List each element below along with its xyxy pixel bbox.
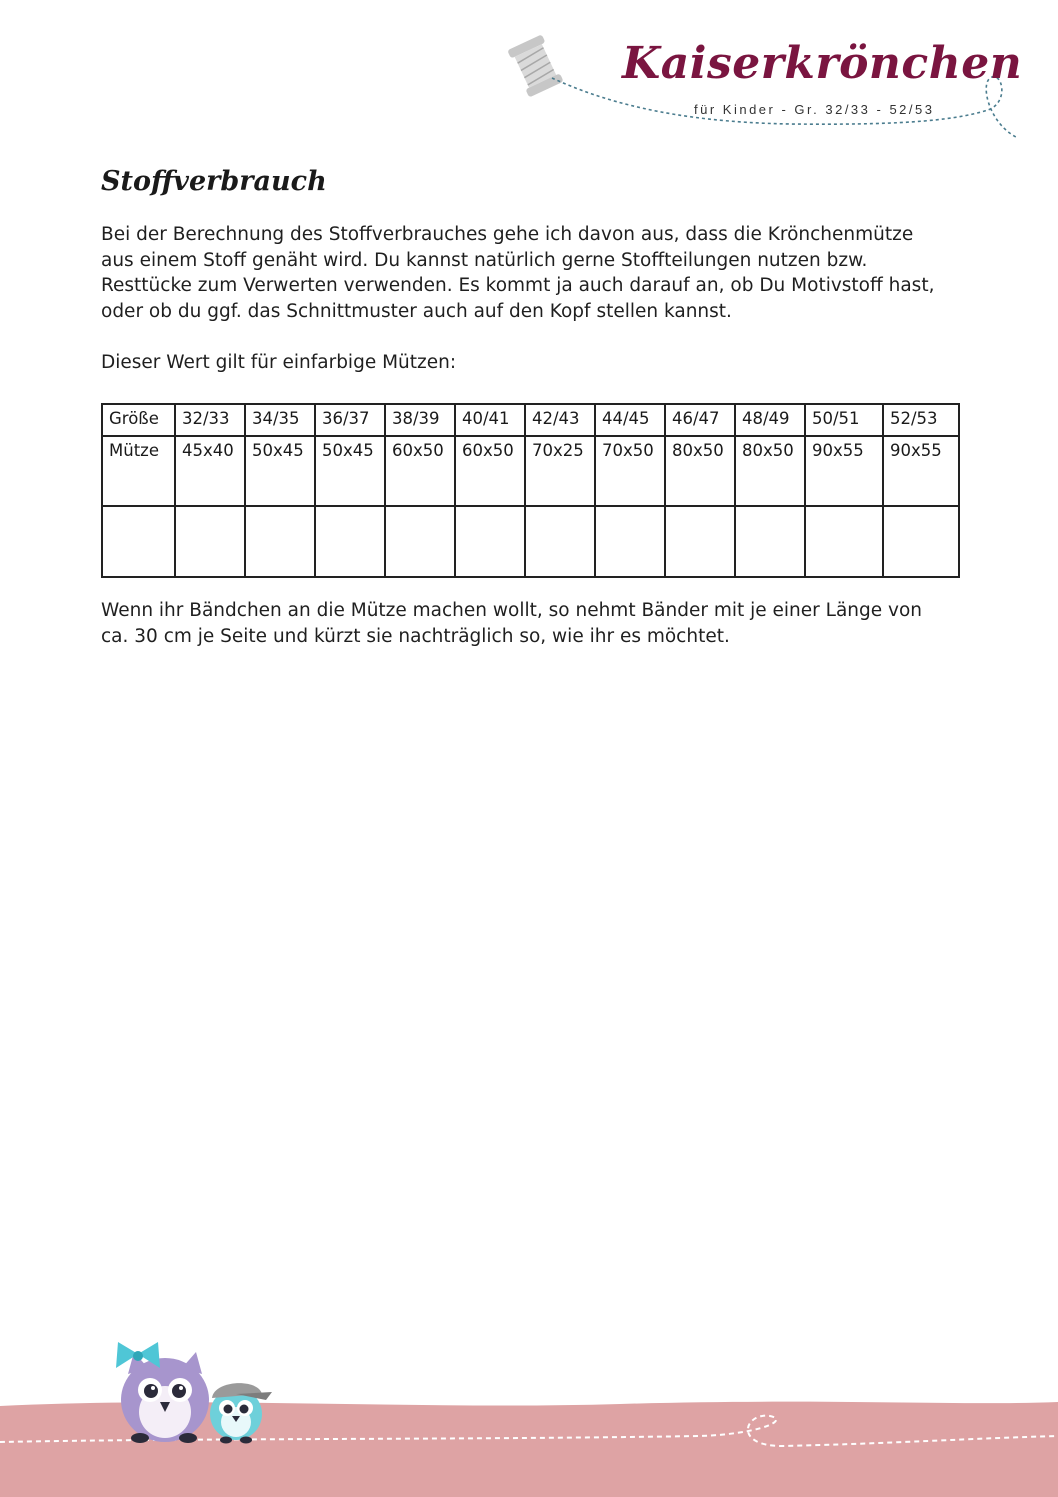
hat-cell: 45x40 [175, 436, 245, 506]
empty-cell [385, 506, 455, 577]
hat-cell: 80x50 [665, 436, 735, 506]
row-label-hat: Mütze [102, 436, 175, 506]
empty-cell [455, 506, 525, 577]
section-title: Stoffverbrauch [101, 166, 327, 197]
empty-cell [735, 506, 805, 577]
hat-cell: 80x50 [735, 436, 805, 506]
fabric-consumption-table [101, 403, 960, 578]
thread-spool-icon [507, 34, 563, 97]
size-cell: 46/47 [665, 404, 735, 436]
row-label-size: Größe [102, 404, 175, 436]
size-cell: 38/39 [385, 404, 455, 436]
size-cell: 44/45 [595, 404, 665, 436]
hat-cell: 50x45 [315, 436, 385, 506]
hat-cell: 90x55 [883, 436, 959, 506]
size-cell: 40/41 [455, 404, 525, 436]
empty-cell [883, 506, 959, 577]
empty-cell [525, 506, 595, 577]
ribbon-note-paragraph: Wenn ihr Bändchen an die Mütze machen wollt, so nehmt Bänder mit je einer Länge von ca. 30 cm je Seite und kürzt sie nachträglich so, wie ihr es möchtet. [101, 600, 923, 647]
table-row-empty [102, 506, 959, 577]
size-cell: 52/53 [883, 404, 959, 436]
empty-cell [805, 506, 883, 577]
empty-cell [595, 506, 665, 577]
empty-cell [175, 506, 245, 577]
size-cell: 48/49 [735, 404, 805, 436]
hat-cell: 90x55 [805, 436, 883, 506]
empty-cell [315, 506, 385, 577]
empty-cell [102, 506, 175, 577]
size-cell: 32/33 [175, 404, 245, 436]
brand-subtitle: für Kinder - Gr. 32/33 - 52/53 [694, 102, 935, 117]
table-row-hat [102, 436, 959, 506]
size-cell: 34/35 [245, 404, 315, 436]
hat-cell: 60x50 [385, 436, 455, 506]
size-cell: 50/51 [805, 404, 883, 436]
hat-cell: 50x45 [245, 436, 315, 506]
table-caption: Dieser Wert gilt für einfarbige Mützen: [101, 352, 457, 373]
hat-cell: 70x50 [595, 436, 665, 506]
empty-cell [665, 506, 735, 577]
footer-decoration [0, 1340, 1058, 1497]
table-row-size [102, 404, 959, 436]
size-cell: 36/37 [315, 404, 385, 436]
hat-cell: 70x25 [525, 436, 595, 506]
size-cell: 42/43 [525, 404, 595, 436]
empty-cell [245, 506, 315, 577]
intro-paragraph: Bei der Berechnung des Stoffverbrauches gehe ich davon aus, dass die Krönchenmütze aus einem Stoff genäht wird. Du kannst natürlich gerne Stoffteilungen nutzen bzw. Resttücke zum Verwerten verwenden. Es kommt ja auch darauf an, ob Du Motivstoff hast, oder ob du ggf. das Schnittmuster auch auf den Kopf stellen kannst. [101, 224, 935, 322]
hat-cell: 60x50 [455, 436, 525, 506]
brand-title: Kaiserkrönchen [622, 38, 1023, 89]
